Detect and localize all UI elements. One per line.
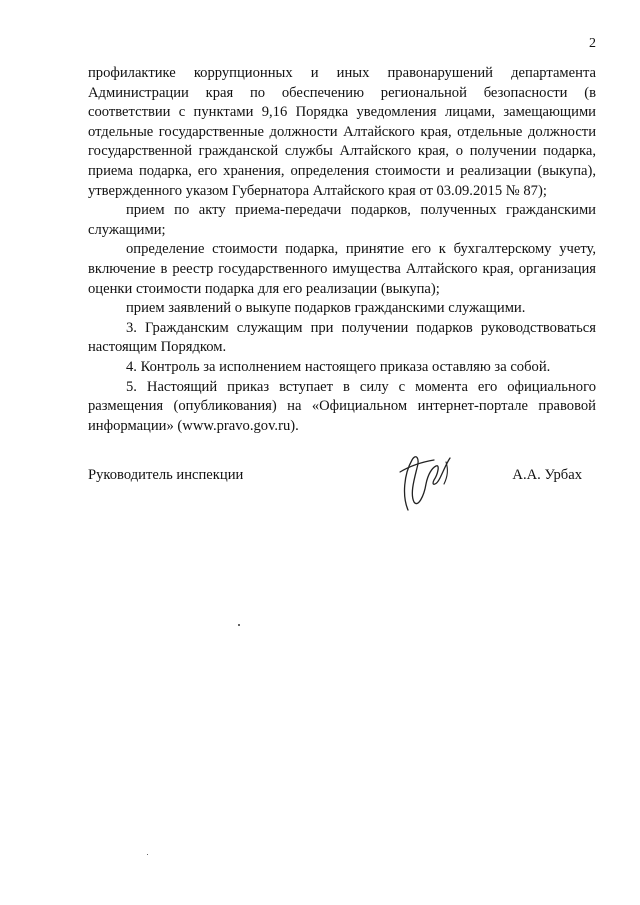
signature-block (88, 440, 596, 520)
paragraph-item-5: 5. Настоящий приказ вступает в силу с момента его официального размещения (опубликования) на «Официальном интернет-портале правовой информации» (www.pravo.gov.ru). (88, 378, 596, 434)
handwritten-signature (394, 440, 464, 516)
signatory-position: Руководитель инспекции (88, 467, 244, 483)
paragraph-valuation: определение стоимости подарка, принятие его к бухгалтерскому учету, включение в реестр государственного имущества Алтайского края, организация оценки стоимости подарка для его реализации (выкупа); (88, 241, 596, 297)
paragraph-applications: прием заявлений о выкупе подарков гражданскими служащими. (126, 300, 526, 317)
paragraph-item-3: 3. Гражданским служащим при получении подарков руководствоваться настоящим Порядком. (88, 319, 596, 356)
scan-speck (147, 854, 148, 855)
document-body (88, 64, 596, 436)
paragraph-acceptance: прием по акту приема-передачи подарков, полученных гражданскими служащими; (88, 202, 596, 238)
paragraph-continuation: профилактике коррупционных и иных правонарушений департамента Администрации края по обеспечению региональной безопасности (в соответствии с пунктами 9,16 Порядка уведомления лицами, замещающими отдельные государственные должности Алтайского края, отдельные должности государственной гражданской службы Алтайского края, о получении подарка, приема подарка, его хранения, определения стоимости и реализации (выкупа), утвержденного указом Губернатора Алтайского края от 03.09.2015 № 87); (88, 65, 596, 199)
signatory-name: А.А. Урбах (512, 467, 582, 483)
paragraph-item-4: 4. Контроль за исполнением настоящего приказа оставляю за собой. (126, 358, 551, 375)
scan-speck (238, 624, 240, 626)
page-number: 2 (589, 36, 596, 51)
